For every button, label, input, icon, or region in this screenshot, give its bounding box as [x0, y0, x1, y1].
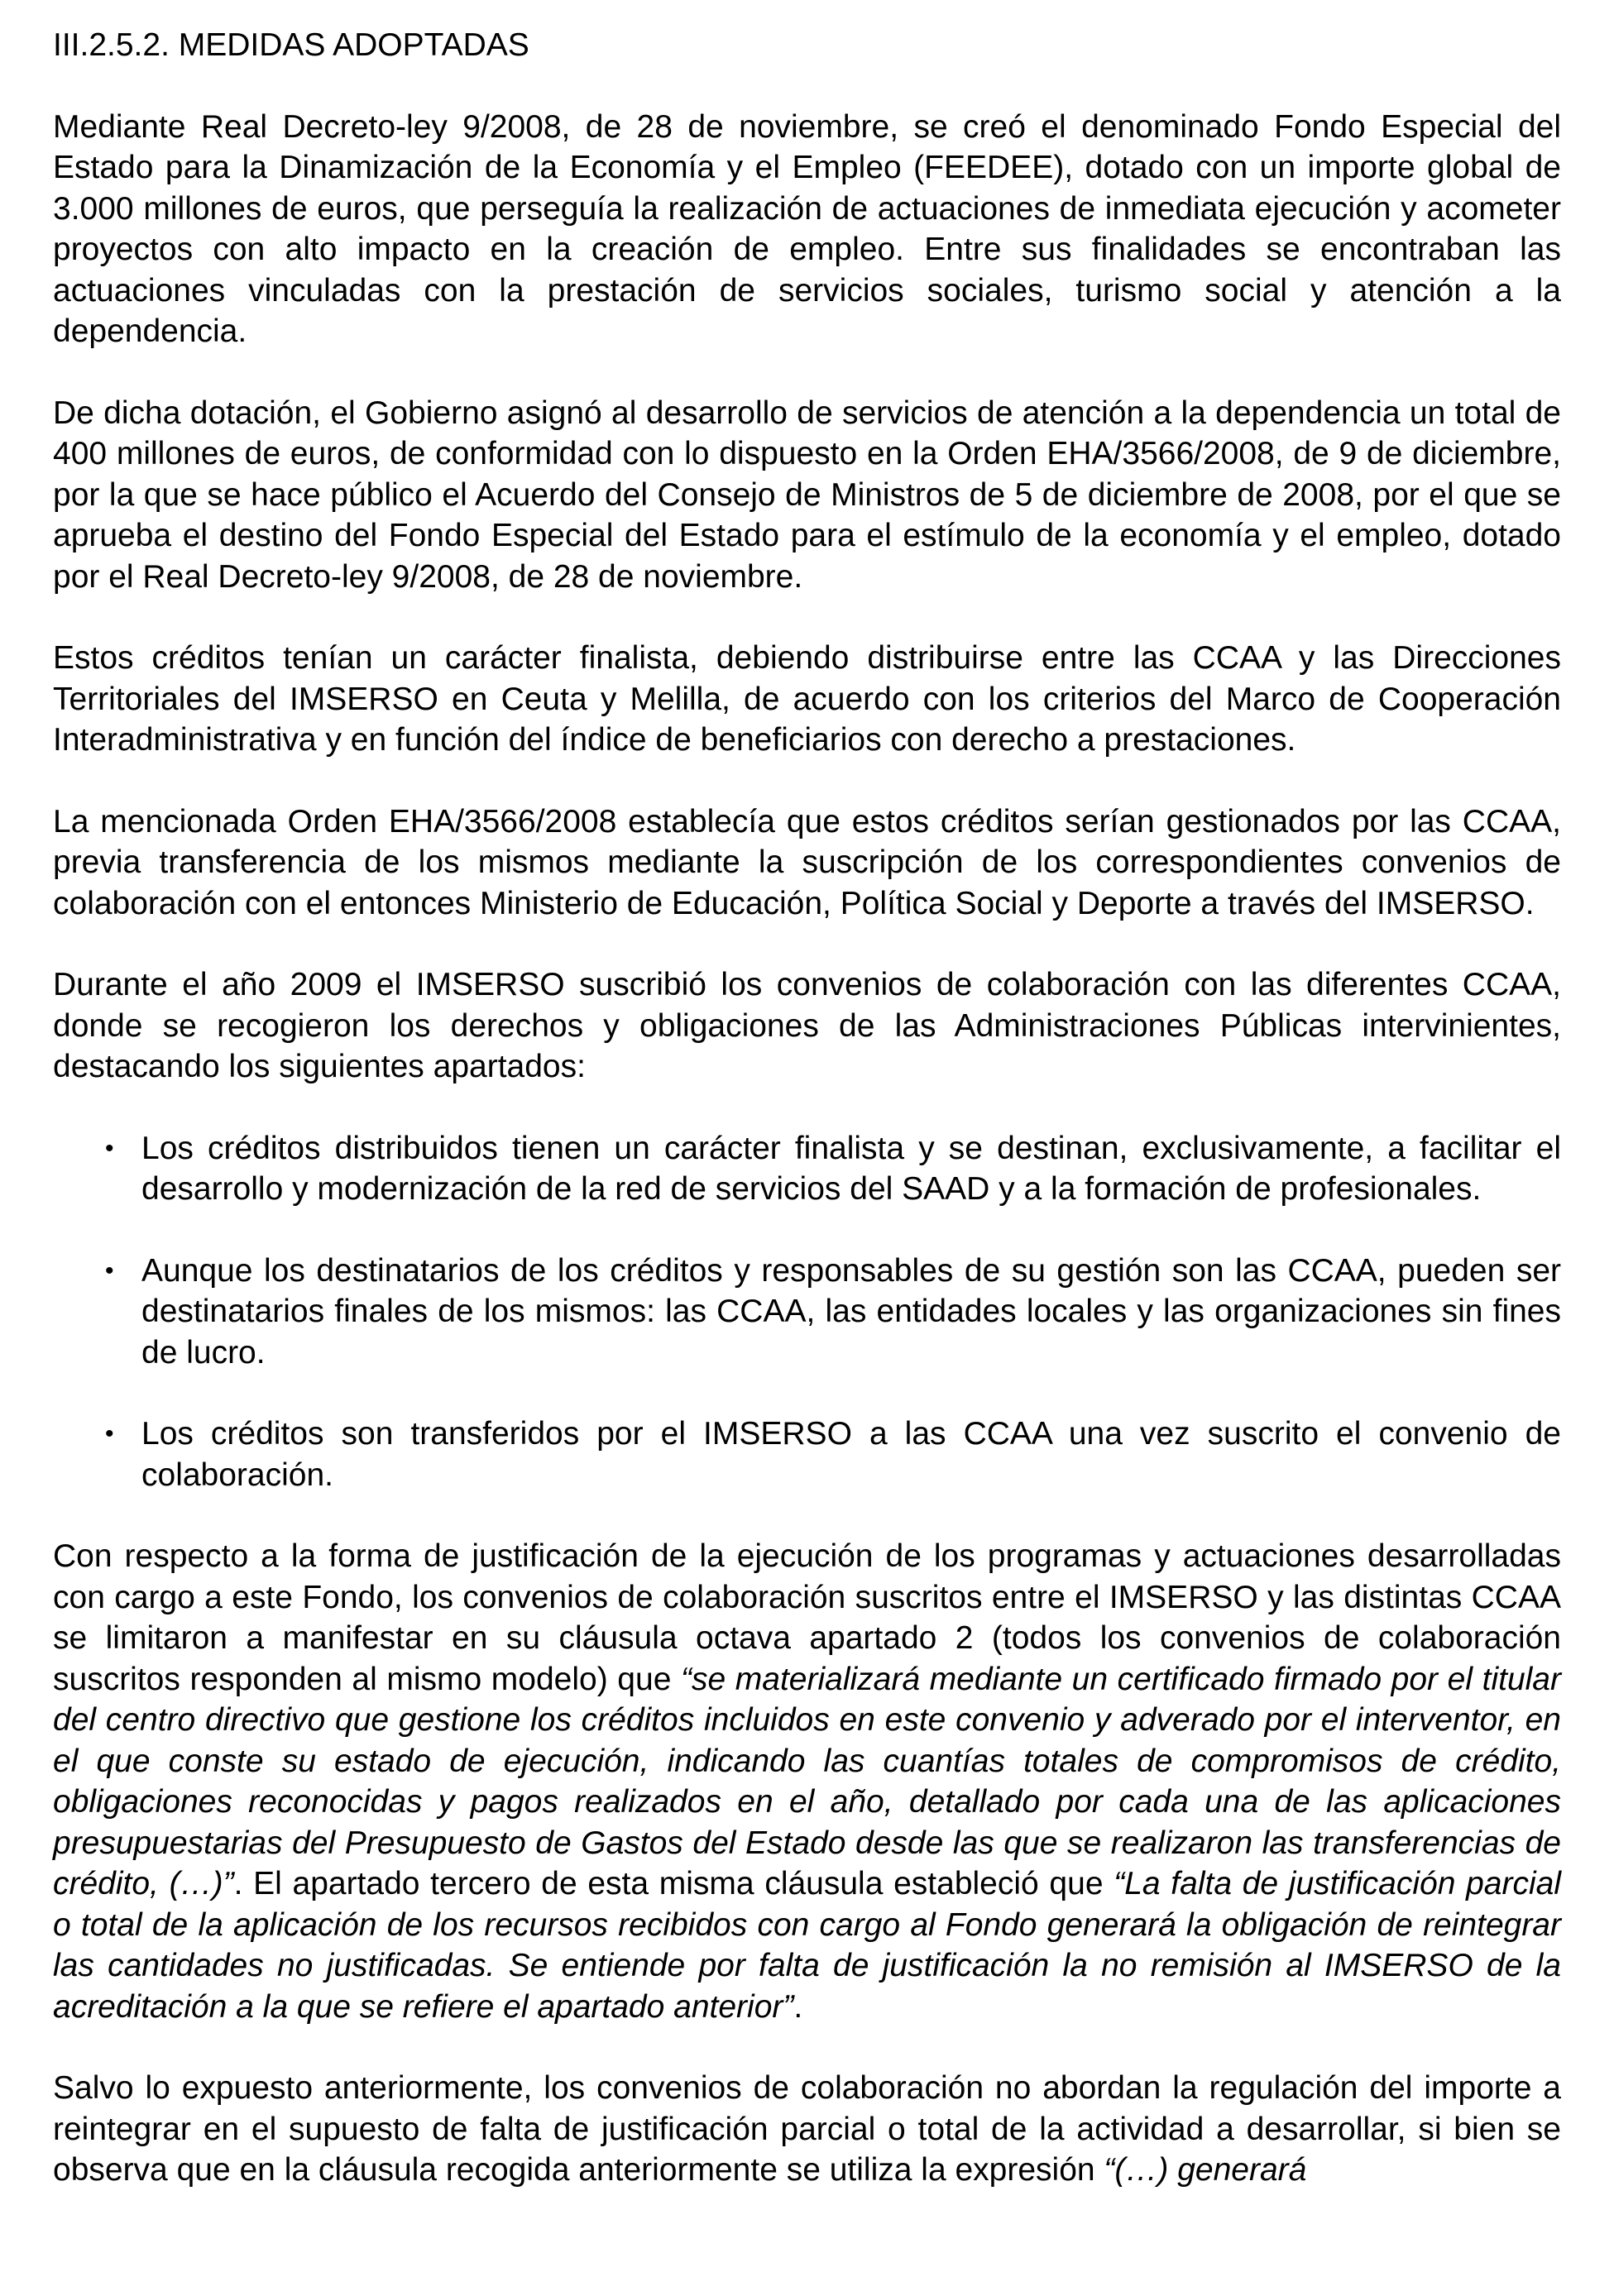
list-item — [53, 1413, 1561, 1495]
list-item — [53, 1128, 1561, 1210]
paragraph-salvo — [53, 2068, 1561, 2191]
paragraph-orden-eha: La mencionada Orden EHA/3566/2008 establecía que estos créditos serían gestionados por las CCAA, previa transferencia de los mismos mediante la suscripción de los correspondientes convenios de colaboración con el entonces Ministerio de Educación, Política Social y Deporte a través del IMSERSO. — [53, 803, 1561, 921]
paragraph-convenios-2009: Durante el año 2009 el IMSERSO suscribió los convenios de colaboración con las diferentes CCAA, donde se recogieron los derechos y obligaciones de las Administraciones Públicas intervinientes, destacando los siguientes apartados: — [53, 967, 1561, 1084]
paragraph-dotacion: De dicha dotación, el Gobierno asignó al desarrollo de servicios de atención a la dependencia un total de 400 millones de euros, de conformidad con lo dispuesto en la Orden EHA/3566/2008, de 9 de diciembre, por la que se hace público el Acuerdo del Consejo de Ministros de 5 de diciembre de 2008, por el que se aprueba el destino del Fondo Especial del Estado para el estímulo de la economía y el empleo, dotado por el Real Decreto-ley 9/2008, de 28 de noviembre. — [53, 395, 1561, 595]
bullet-icon: • — [105, 1256, 114, 1284]
justification-middle: . El apartado tercero de esta misma cláusula estableció que — [233, 1866, 1114, 1901]
list-item-text: Aunque los destinatarios de los créditos y responsables de su gestión son las CCAA, pueden ser destinatarios finales de los mismos: las CCAA, las entidades locales y las organizaciones sin fines de lucro. — [141, 1252, 1561, 1370]
list-item-text: Los créditos son transferidos por el IMSERSO a las CCAA una vez suscrito el convenio de colaboración. — [141, 1416, 1561, 1493]
quote-apartado-tercero: “La falta de justificación parcial o total de la aplicación de los recursos recibidos con cargo al Fondo generará la obligación de reintegrar las cantidades no justificadas. Se entiende por falta de justificación la no remisión al IMSERSO de la acreditación a la que se refiere el apartado anterior” — [53, 1866, 1561, 2025]
bullet-list — [53, 1128, 1561, 1496]
paragraph-creditos-finalistas: Estos créditos tenían un carácter finalista, debiendo distribuirse entre las CCAA y las Direcciones Territoriales del IMSERSO en Ceuta y Melilla, de acuerdo con los criterios del Marco de Cooperación Interadministrativa y en función del índice de beneficiarios con derecho a prestaciones. — [53, 640, 1561, 758]
justification-intro: Con respecto a la forma de justificación de la ejecución de los programas y actuaciones desarrolladas con cargo a este Fondo, los convenios de colaboración suscritos entre el IMSERSO y las distintas CCAA se limitaron a manifestar en su cláusula octava apartado 2 (todos los convenios de colaboración suscritos responden al mismo modelo) que — [53, 1538, 1561, 1697]
closing-quote: “(…) generará — [1104, 2152, 1307, 2188]
document-page — [53, 25, 1561, 2231]
justification-end: . — [793, 1988, 803, 2025]
quote-clausula-octava: “se materializará mediante un certificado firmado por el titular del centro directivo que gestione los créditos incluidos en este convenio y adverado por el interventor, en el que conste su estado de ejecución, indicando las cuantías totales de compromisos de crédito, obligaciones reconocidas y pagos realizados en el año, detallado por cada una de las aplicaciones presupuestarias del Presupuesto de Gastos del Estado desde las que se realizaron las transferencias de crédito, (…)” — [53, 1661, 1561, 1901]
closing-text: Salvo lo expuesto anteriormente, los convenios de colaboración no abordan la regulación del importe a reintegrar en el supuesto de falta de justificación parcial o total de la actividad a desarrollar, si bien se observa que en la cláusula recogida anteriormente se utiliza la expresión — [53, 2070, 1561, 2188]
section-heading: III.2.5.2. MEDIDAS ADOPTADAS — [53, 27, 529, 63]
bullet-icon: • — [105, 1420, 114, 1447]
paragraph-feedee: Mediante Real Decreto-ley 9/2008, de 28 de noviembre, se creó el denominado Fondo Especial del Estado para la Dinamización de la Economía y el Empleo (FEEDEE), dotado con un importe global de 3.000 millones de euros, que perseguía la realización de actuaciones de inmediata ejecución y acometer proyectos con alto impacto en la creación de empleo. Entre sus finalidades se encontraban las actuaciones vinculadas con la prestación de servicios sociales, turismo social y atención a la dependencia. — [53, 108, 1561, 349]
bullet-icon: • — [105, 1134, 114, 1162]
paragraph-justificacion — [53, 1536, 1561, 2027]
list-item — [53, 1251, 1561, 1374]
list-item-text: Los créditos distribuidos tienen un carácter finalista y se destinan, exclusivamente, a facilitar el desarrollo y modernización de la red de servicios del SAAD y a la formación de profesionales. — [141, 1130, 1561, 1207]
